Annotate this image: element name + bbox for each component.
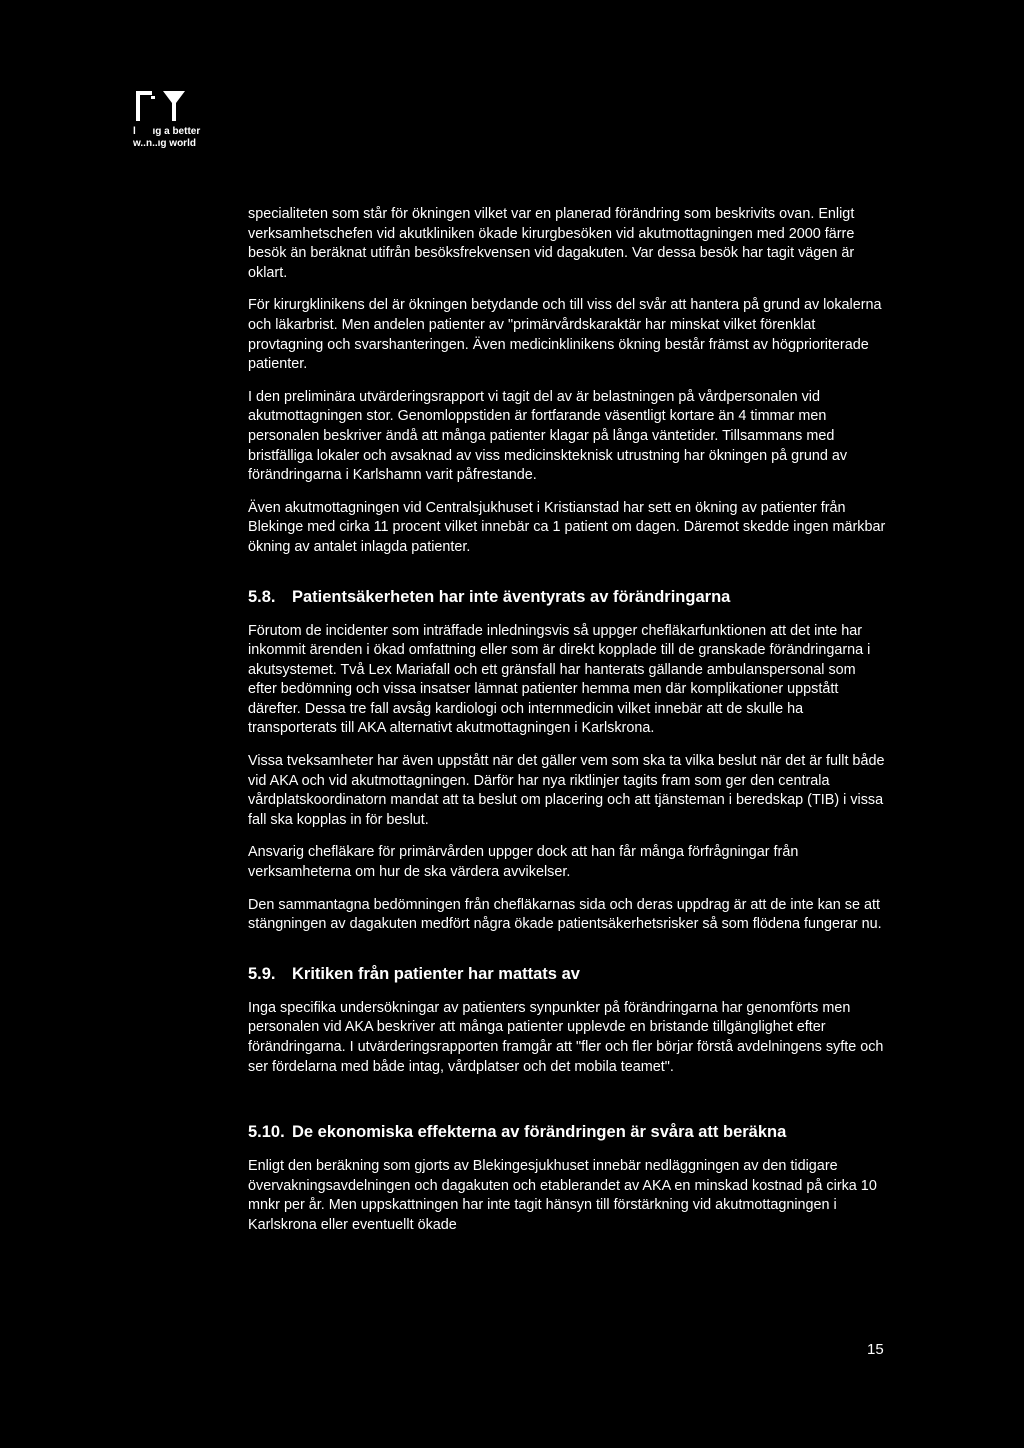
document-body — [248, 205, 888, 1249]
paragraph: Enligt den beräkning som gjorts av Blekingesjukhuset innebär nedläggningen av den tidigare övervakningsavdelningen och dagakuten och etablerandet av AKA en minskad kostnad på cirka 10 mnkr per år. Men uppskattningen har inte tagit hänsyn till förstärkning vid akutmottagningen i Karlskrona eller eventuellt ökade — [248, 1158, 877, 1233]
paragraph: specialiteten som står för ökningen vilket var en planerad förändring som beskrivits ovan. Enligt verksamhetschefen vid akutkliniken ökade kirurgbesöken vid akutmottagningen med 2000 färre besök än beräknat utifrån besöksfrekvensen vid dagakuten. Var dessa besök har tagit vägen är oklart. — [248, 206, 855, 281]
section-heading-5-10 — [248, 1122, 888, 1142]
section-heading-5-9 — [248, 964, 888, 984]
logo-tagline-line2: w..n..ıg world — [133, 138, 196, 149]
paragraph: Ansvarig chefläkare för primärvården uppger dock att han får många förfrågningar från verksamheterna om hur de ska värdera avvikelser. — [248, 844, 799, 881]
paragraph: I den preliminära utvärderingsrapport vi tagit del av är belastningen på vårdpersonalen vid akutmottagningen stor. Genomloppstiden är fortfarande väsentligt kortare än 4 timmar men personalen beskriver ändå att många patienter klagar på långa väntetider. Tillsammans med bristfälliga lokaler och avsaknad av viss medicinskteknisk utrustning har ökningen på grund av förändringarna i Karlshamn varit påfrestande. — [248, 388, 848, 484]
section-number: 5.9. — [248, 964, 276, 983]
logo — [133, 88, 253, 168]
logo-tagline — [133, 126, 200, 150]
section-heading-5-8 — [248, 587, 888, 607]
logo-mark-icon — [133, 88, 193, 124]
section-title: De ekonomiska effekterna av förändringen är svåra att beräkna — [292, 1123, 787, 1142]
section-number: 5.10. — [248, 1123, 285, 1142]
section-title: Patientsäkerheten har inte äventyrats av förändringarna — [292, 587, 731, 606]
logo-tagline-line1: l ıg a better — [133, 126, 201, 137]
paragraph: Vissa tveksamheter har även uppstått när det gäller vem som ska ta vilka beslut när det är fullt både vid AKA och vid akutmottagningen. Därför har nya riktlinjer tagits fram som ger den centrala vårdplatskoordinatorn mandat att ta beslut om placering och att tjänsteman i beredskap (TIB) i vissa fall ska kopplas in för beslut. — [248, 753, 885, 828]
paragraph: För kirurgklinikens del är ökningen betydande och till viss del svår att hantera på grund av lokalerna och läkarbrist. Men andelen patienter av "primärvårdskaraktär har minskat vilket förenklat provtagning och svarshanteringen. Även medicinklinikens ökning består främst av högprioriterade patienter. — [248, 297, 882, 373]
section-number: 5.8. — [248, 587, 276, 606]
section-title: Kritiken från patienter har mattats av — [292, 964, 580, 983]
paragraph: Inga specifika undersökningar av patienters synpunkter på förändringarna har genomförts men personalen vid AKA beskriver att många patienter upplevde en bristande tillgänglighet efter förändringarna. I utvärderingsrapporten framgår att "fler och fler börjar förstå avdelningens syfte och ser fördelarna med både intag, vårdplatser och det mobila teamet". — [248, 999, 884, 1075]
paragraph: Den sammantagna bedömningen från chefläkarnas sida och deras uppdrag är att de inte kan se att stängningen av dagakuten medfört några ökade patientsäkerhetsrisker så som flödena fungerar nu. — [248, 896, 882, 933]
page-number: 15 — [867, 1341, 884, 1358]
paragraph: Även akutmottagningen vid Centralsjukhuset i Kristianstad har sett en ökning av patienter från Blekinge med cirka 11 procent vilket innebär ca 1 patient om dagen. Däremot skedde ingen märkbar ökning av antalet inlagda patienter. — [248, 499, 886, 555]
paragraph: Förutom de incidenter som inträffade inledningsvis så uppger chefläkarfunktionen att det inte har inkommit ärenden i ökad omfattning eller som är direkt kopplade till de granskade förändringarna i akutsystemet. Två Lex Mariafall och ett gränsfall har hanterats gällande ambulanspersonal som efter bedömning och vissa insatser lämnat patienter hemma men där komplikationer uppstått därefter. Dessa tre fall avsåg kardiologi och internmedicin vilket innebär att de skulle ha transporterats till AKA alternativt akutmottagningen i Karlskrona. — [248, 622, 871, 737]
